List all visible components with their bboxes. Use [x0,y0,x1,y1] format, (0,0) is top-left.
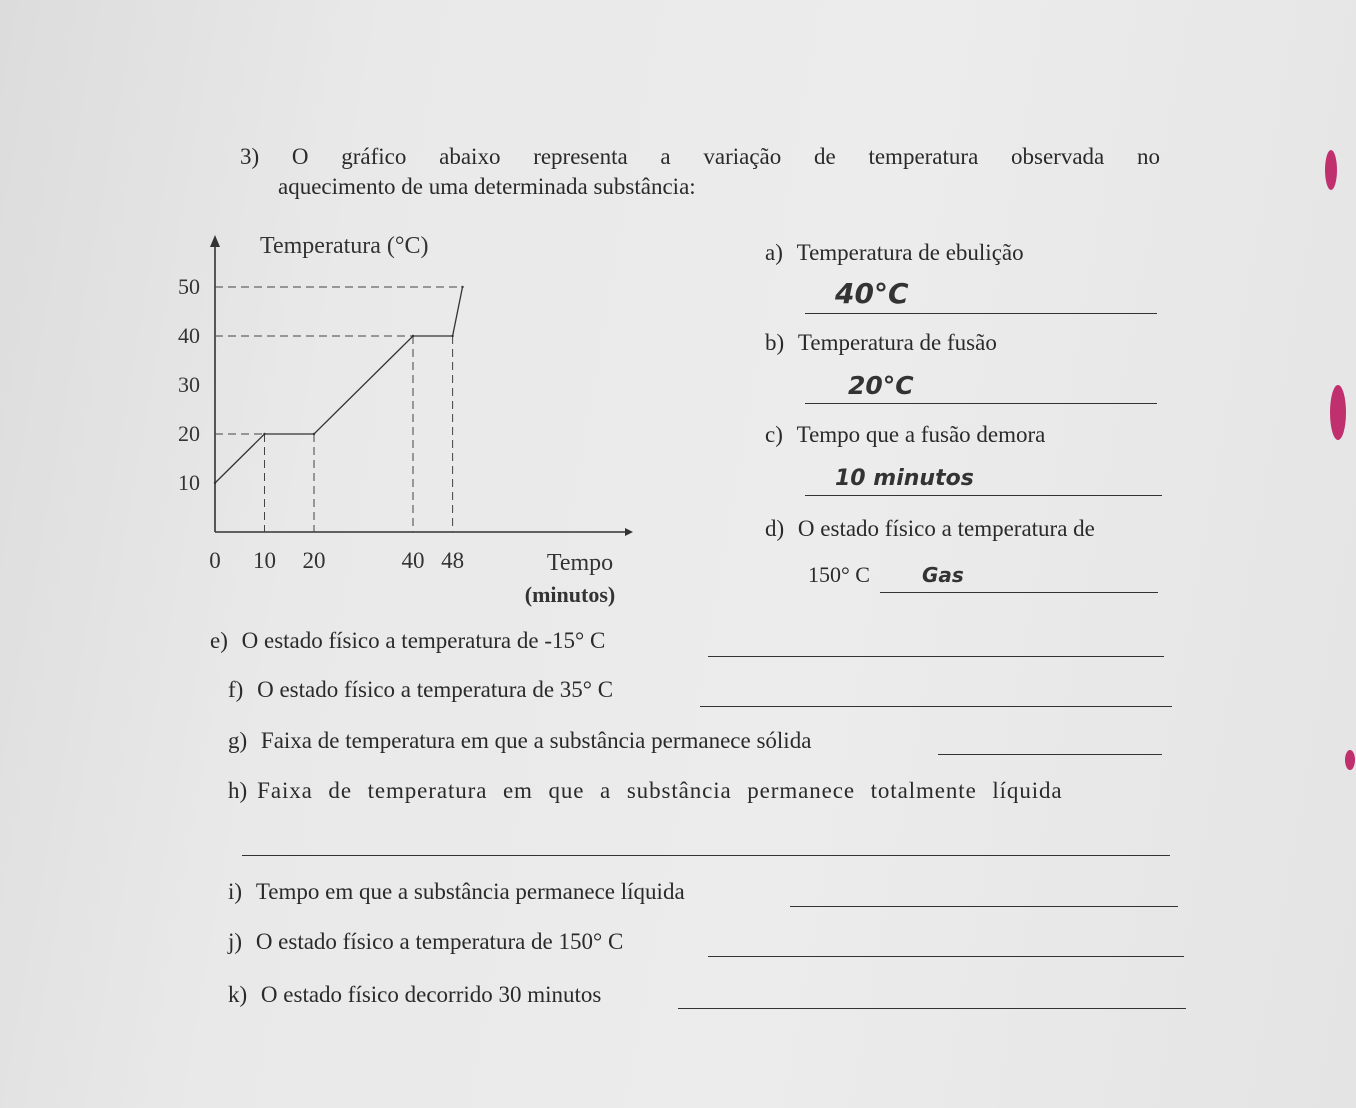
answer-line-h[interactable] [242,855,1170,856]
item-j-text: O estado físico a temperatura de 150° C [255,929,624,954]
x-tick-label: 48 [441,548,465,573]
x-tick-label: 0 [209,548,221,573]
item-i-label: i) [228,879,243,904]
item-h-label: h) [228,778,248,803]
item-a-label: a) [765,240,783,265]
answer-b: 20°C [848,371,914,400]
item-i-text: Tempo em que a substância permanece líquida [255,879,685,904]
intro-word: de [814,144,836,169]
answer-line-e[interactable] [708,656,1164,657]
answer-line-i[interactable] [790,906,1178,907]
question-intro [240,142,1160,202]
item-h-text: Faixa de temperatura em que a substância permanece totalmente líquida [257,778,1063,803]
answer-line-d[interactable] [880,592,1158,593]
ink-stain [1330,385,1346,440]
intro-word: a [660,144,671,169]
data-point [263,433,265,435]
answer-line-a[interactable] [805,313,1157,314]
y-axis-arrow [210,235,220,247]
x-axis-arrow [625,528,633,536]
question-number: 3) [240,144,260,169]
item-f-text: O estado físico a temperatura de 35° C [257,677,614,702]
item-k-label: k) [228,982,248,1007]
intro-word: no [1137,144,1160,169]
intro-word: representa [533,144,628,169]
item-f-label: f) [228,677,244,702]
temperature-series-line [215,287,463,483]
x-axis-unit-label: (minutos) [524,582,616,607]
answer-line-g[interactable] [938,754,1162,755]
item-e-text: O estado físico a temperatura de -15° C [241,628,606,653]
intro-word: abaixo [439,144,501,169]
item-h-row [228,778,1183,804]
y-tick-label: 20 [178,421,200,446]
data-point [412,335,414,337]
intro-word: O [291,144,309,169]
data-point [214,482,216,484]
item-d-label: d) [765,516,785,541]
y-axis-label: Temperatura (°C) [260,233,429,259]
answer-a: 40°C [835,277,909,310]
answer-line-f[interactable] [700,706,1172,707]
data-point [451,335,453,337]
item-a-text: Temperatura de ebulição [796,240,1024,265]
answer-line-b[interactable] [805,403,1157,404]
x-tick-label: 10 [253,548,276,573]
ink-stain [1325,150,1337,190]
item-c-label: c) [765,422,783,447]
answer-line-c[interactable] [805,495,1162,496]
temperature-time-chart [170,225,650,615]
y-tick-label: 30 [178,372,200,397]
x-tick-label: 20 [302,548,326,573]
intro-word: gráfico [341,144,407,169]
item-b-text: Temperatura de fusão [797,330,997,355]
x-tick-label: 40 [401,548,425,573]
data-point [313,433,315,435]
intro-word: temperatura [868,144,979,169]
x-axis-label: Tempo [546,550,614,576]
item-j-label: j) [228,929,243,954]
y-tick-label: 10 [178,470,200,495]
item-g-label: g) [228,728,248,753]
ink-stain [1345,750,1355,770]
answer-line-k[interactable] [678,1008,1186,1009]
intro-word: observada [1011,144,1105,169]
item-d-text2: 150° C [808,562,870,587]
intro-word: variação [703,144,782,169]
item-b-label: b) [765,330,785,355]
item-k-text: O estado físico decorrido 30 minutos [260,982,602,1007]
answer-c: 10 minutos [835,466,974,491]
y-tick-label: 50 [178,274,200,299]
item-e-label: e) [210,628,228,653]
item-d-text: O estado físico a temperatura de [797,516,1095,541]
item-g-text: Faixa de temperatura em que a substância permanece sólida [260,728,812,753]
answer-d: Gas [922,563,964,587]
data-point [461,286,463,288]
answer-line-j[interactable] [708,956,1184,957]
y-tick-label: 40 [178,323,200,348]
item-c-text: Tempo que a fusão demora [796,422,1046,447]
question-intro-line2: aquecimento de uma determinada substância: [278,174,696,199]
